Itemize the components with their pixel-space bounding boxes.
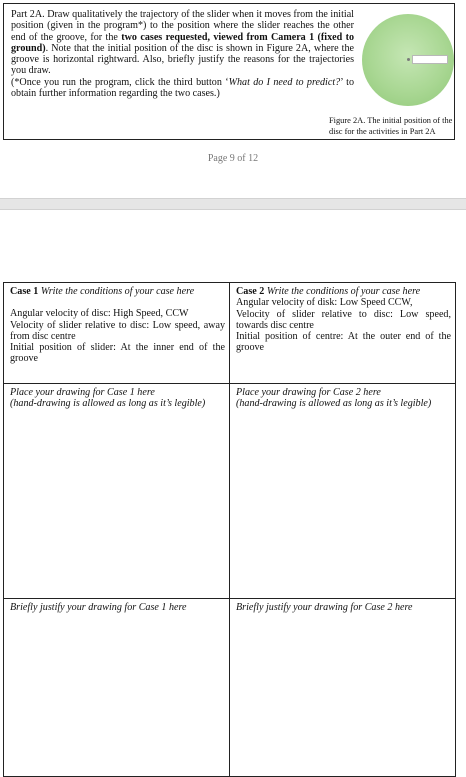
- case1-slider-velocity: Velocity of slider relative to disc: Low speed, away from disc centre: [10, 319, 225, 342]
- case1-angular-velocity: Angular velocity of disc: High Speed, CCW: [10, 308, 189, 320]
- case1-conditions-cell[interactable]: [4, 283, 230, 384]
- figure-caption: Figure 2A. The initial position of the disc for the activities in Part 2A: [329, 116, 453, 136]
- case1-drawing-prompt: Place your drawing for Case 1 here: [10, 387, 155, 398]
- table-row: [4, 599, 456, 777]
- case1-drawing-cell[interactable]: [4, 384, 230, 599]
- case2-drawing-cell[interactable]: [230, 384, 456, 599]
- case1-initial-position: Initial position of slider: At the inner end of the groove: [10, 342, 225, 365]
- groove-shape: [412, 55, 448, 64]
- case2-justify-prompt: Briefly justify your drawing for Case 2 here: [236, 602, 413, 613]
- instructions-paragraph: Part 2A. Draw qualitatively the trajectory of the slider when it moves from the initial position (given in the program*) to the position where the slider reaches the other end of the groove, for the two cases requested, viewed from Camera 1 (fixed to ground). Note that the initial position of the disc is shown in Figure 2A, where the groove is horizontal rightward. Also, briefly justify the reasons for the trajectories you draw.: [11, 9, 355, 77]
- table-row: [4, 384, 456, 599]
- cases-table: [3, 282, 456, 777]
- slider-marker: [407, 58, 410, 61]
- case2-justify-cell[interactable]: [230, 599, 456, 777]
- case1-justify-prompt: Briefly justify your drawing for Case 1 here: [10, 602, 187, 613]
- case2-initial-position: Initial position of centre: At the outer end of the groove: [236, 331, 451, 354]
- case1-header: Case 1 Write the conditions of your case here: [10, 286, 195, 297]
- instructions-text: [11, 9, 354, 99]
- document-page: [0, 0, 466, 198]
- disc-figure: [362, 14, 454, 106]
- case2-conditions-cell[interactable]: [230, 283, 456, 384]
- instructions-box: [3, 3, 455, 140]
- table-row: [4, 283, 456, 384]
- case2-header: Case 2 Write the conditions of your case here: [236, 286, 421, 297]
- page-break: [0, 198, 466, 210]
- spacer: [10, 297, 225, 308]
- case2-slider-velocity: Velocity of slider relative to disc: Low speed, towards disc centre: [236, 308, 451, 331]
- page-number: Page 9 of 12: [207, 153, 259, 164]
- case2-drawing-note: (hand-drawing is allowed as long as it’s legible): [236, 398, 432, 410]
- case2-drawing-prompt: Place your drawing for Case 2 here: [236, 387, 381, 398]
- case1-drawing-note: (hand-drawing is allowed as long as it’s legible): [10, 398, 206, 410]
- case1-justify-cell[interactable]: [4, 599, 230, 777]
- case2-angular-velocity: Angular velocity of disk: Low Speed CCW,: [236, 297, 413, 309]
- instructions-note: (*Once you run the program, click the third button ‘What do I need to predict?’ to obtain further information regarding the two cases.): [11, 76, 354, 100]
